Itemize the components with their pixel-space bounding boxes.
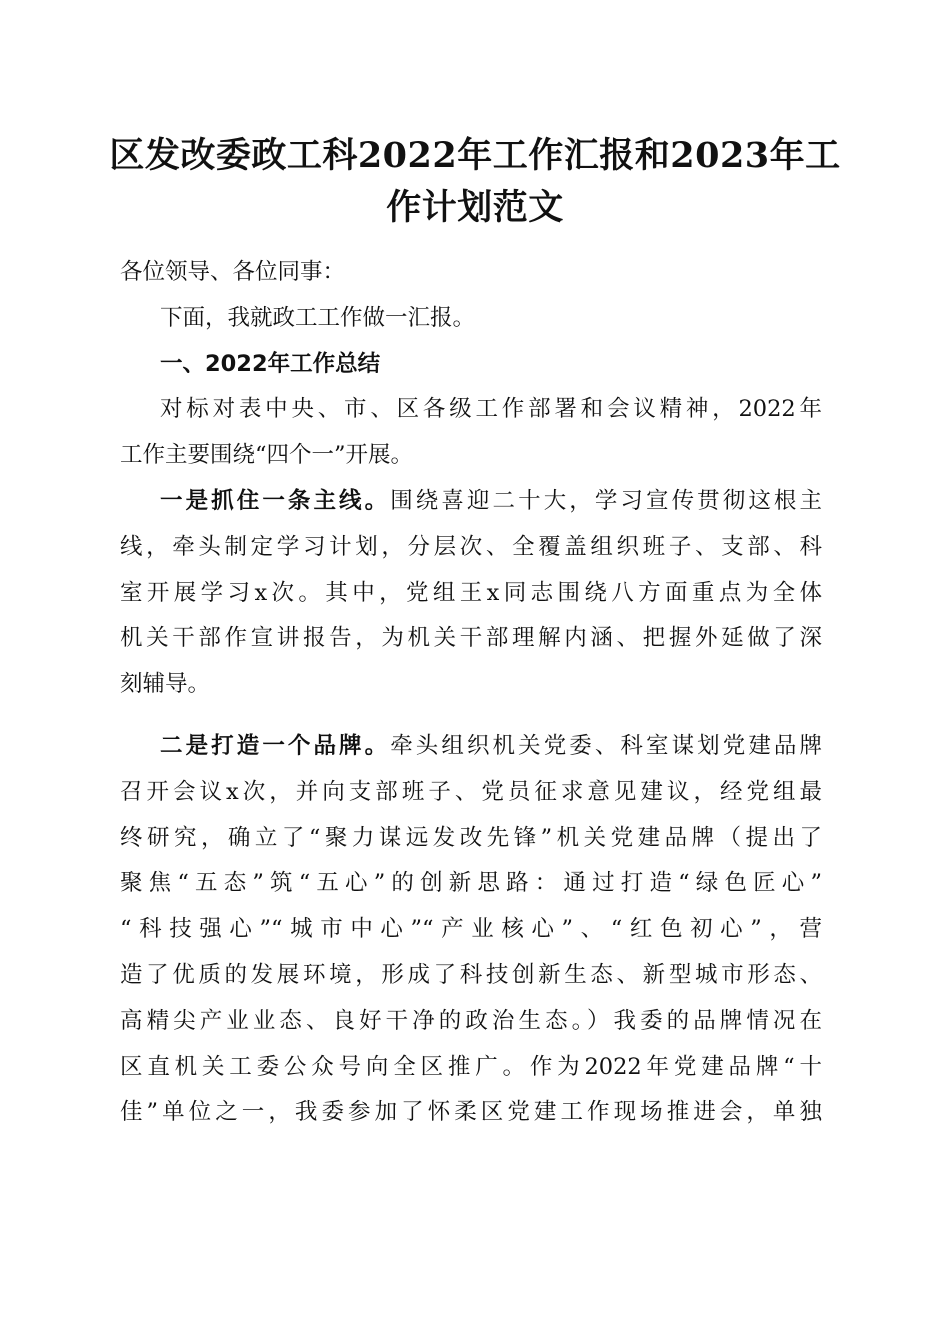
paragraph-text: 牵头组织机关党委、科室谋划党建品牌 (390, 732, 822, 759)
paragraph-line (120, 724, 822, 770)
title-line-1: 区发改委政工科2022年工作汇报和2023年工 (109, 135, 841, 176)
document-title (100, 130, 850, 234)
paragraph-line: 刻辅导。 (120, 671, 211, 698)
paragraph-summary (120, 387, 822, 479)
paragraph-main-line (120, 479, 822, 708)
paragraph-lead: 二是打造一个品牌。 (160, 732, 391, 759)
title-line-2: 作计划范文 (386, 187, 564, 228)
section-heading-1: 一、2022年工作总结 (160, 350, 381, 377)
paragraph-line (120, 479, 822, 525)
paragraph-line: 工作主要围绕“四个一”开展。 (120, 442, 414, 469)
paragraph-line: “科技强心”“城市中心”“产业核心”、“红色初心”，营 (120, 916, 822, 943)
paragraph-line: 终研究，确立了“聚力谋远发改先锋”机关党建品牌（提出了 (120, 824, 822, 851)
salutation: 各位领导、各位同事： (120, 259, 346, 285)
paragraph-line: 机关干部作宣讲报告，为机关干部理解内涵、把握外延做了深 (120, 625, 822, 652)
intro-paragraph: 下面，我就政工工作做一汇报。 (160, 304, 476, 331)
paragraph-brand (120, 724, 822, 1136)
paragraph-text: 围绕喜迎二十大，学习宣传贯彻这根主 (390, 487, 822, 514)
document-body (120, 250, 822, 1136)
paragraph-line: 聚焦“五态”筑“五心”的创新思路：通过打造“绿色匠心” (120, 870, 822, 897)
paragraph-line: 线，牵头制定学习计划，分层次、全覆盖组织班子、支部、科 (120, 533, 822, 560)
paragraph-line: 对标对表中央、市、区各级工作部署和会议精神，2022年 (160, 396, 822, 423)
paragraph-gap (120, 708, 822, 724)
paragraph-lead: 一是抓住一条主线。 (160, 487, 391, 514)
paragraph-line: 召开会议x次，并向支部班子、党员征求意见建议，经党组最 (120, 778, 822, 805)
paragraph-line: 区直机关工委公众号向全区推广。作为2022年党建品牌“十 (120, 1053, 822, 1080)
paragraph-line: 室开展学习x次。其中，党组王x同志围绕八方面重点为全体 (120, 579, 822, 606)
paragraph-line: 造了优质的发展环境，形成了科技创新生态、新型城市形态、 (120, 961, 822, 988)
paragraph-line: 佳”单位之一，我委参加了怀柔区党建工作现场推进会，单独 (120, 1099, 822, 1126)
paragraph-line: 高精尖产业业态、良好干净的政治生态。）我委的品牌情况在 (120, 1007, 822, 1034)
